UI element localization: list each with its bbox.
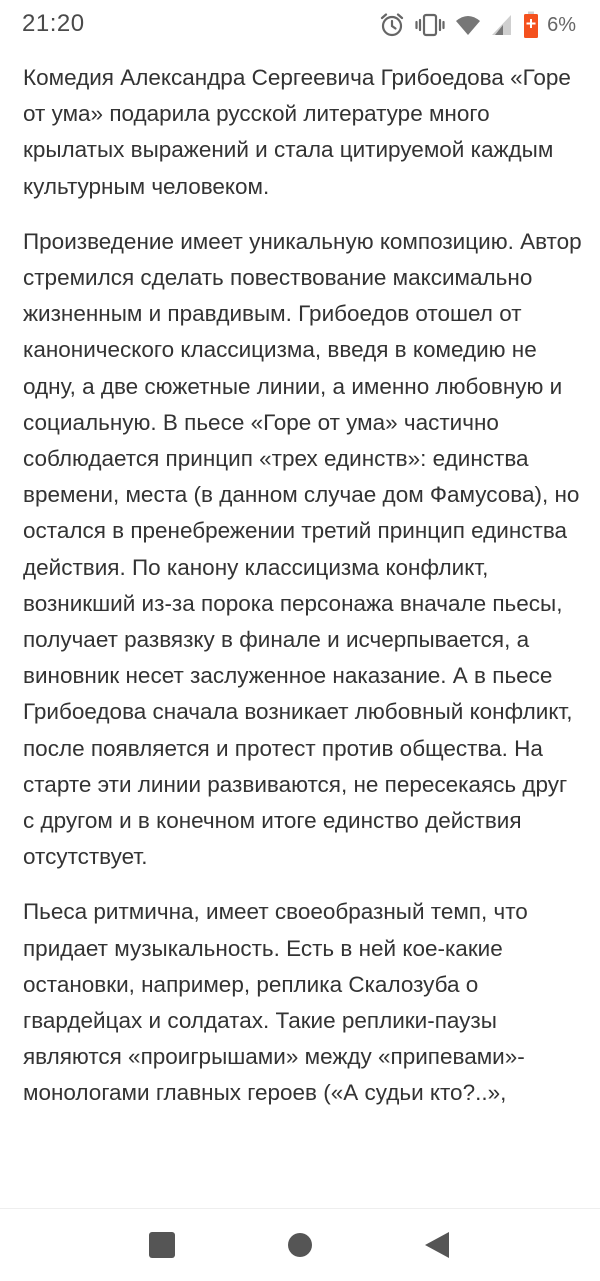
- article-paragraph: Пьеса ритмична, имеет своеобразный темп, что придает музыкальность. Есть в ней кое-какие остановки, например, реплика Скалозуба о гвардейцах и солдатах. Такие реплики-паузы являются «проигрышами» между «припевами»-монологами главных героев («А судьи кто?..»,: [23, 899, 528, 1106]
- wifi-icon: [455, 13, 481, 37]
- battery-icon: [523, 11, 539, 39]
- back-icon: [422, 1230, 452, 1265]
- back-button[interactable]: [417, 1227, 457, 1267]
- recents-button[interactable]: [142, 1227, 182, 1267]
- article-paragraph: Комедия Александра Сергеевича Грибоедова «Горе от ума» подарила русской литературе много крылатых выражений и стала цитируемой каждым культурным человеком.: [23, 65, 571, 199]
- battery-percent: 6%: [547, 13, 576, 36]
- vibrate-icon: [415, 12, 445, 38]
- home-icon: [286, 1231, 314, 1264]
- status-bar: [0, 0, 600, 52]
- navigation-bar: [0, 1208, 600, 1281]
- status-icons: [379, 8, 576, 42]
- home-button[interactable]: [280, 1227, 320, 1267]
- signal-icon: [491, 13, 513, 37]
- article-body: [23, 60, 583, 1131]
- article-paragraph: Произведение имеет уникальную композицию. Автор стремился сделать повествование максимально жизненным и правдивым. Грибоедов отошел от канонического классицизма, введя в комедию не одну, а две сюжетные линии, а именно любовную и социальную. В пьесе «Горе от ума» частично соблюдается принцип «трех единств»: единства времени, места (в данном случае дом Фамусова), но остался в пренебрежении третий принцип единства действия. По канону классицизма конфликт, возникший из-за порока персонажа вначале пьесы, получает развязку в финале и исчерпывается, а виновник несет заслуженное наказание. А в пьесе Грибоедова сначала возникает любовный конфликт, после появляется и протест против общества. На старте эти линии развиваются, не пересекаясь друг с другом и в конечном итоге единство действия отсутствует.: [23, 228, 582, 870]
- status-time: 21:20: [22, 10, 85, 37]
- alarm-icon: [379, 12, 405, 38]
- recents-icon: [148, 1231, 176, 1264]
